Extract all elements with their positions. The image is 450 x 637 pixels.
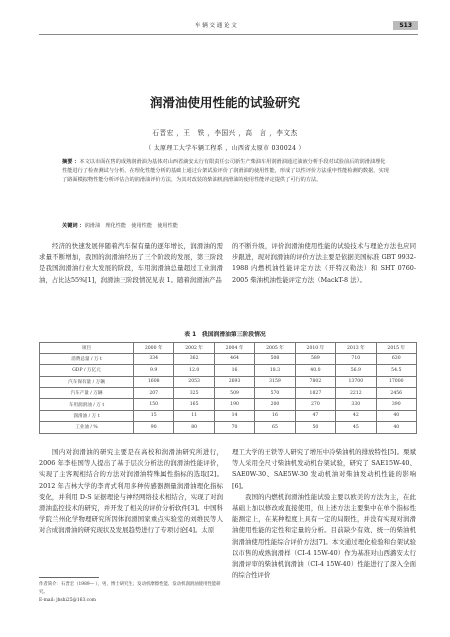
- table-cell: 50: [295, 422, 335, 433]
- table-cell: 70: [214, 422, 254, 433]
- table-cell: 54.5: [376, 365, 416, 376]
- table-cell: 1608: [134, 376, 174, 387]
- running-head: [39, 20, 418, 35]
- journal-name: 车 辆 交 通 论 文: [195, 23, 237, 29]
- body-column-right-bottom: [232, 447, 416, 581]
- table-cell: 334: [134, 353, 174, 364]
- table-cell: 16: [255, 410, 295, 421]
- table-cell: 2053: [174, 376, 214, 387]
- table-cell: 390: [376, 399, 416, 410]
- table-cell: 330: [336, 399, 376, 410]
- footnote-text: 作者简介：石晋宏（1989— ），男，博士研究生；发动机摩擦性能、发动机润滑油使用性能研究。: [39, 582, 221, 595]
- lubricant-stage-table: [39, 342, 417, 434]
- paragraph: 我国的内燃机润滑油性能试验主要以欧美的方法为主，在此基础上加以修改或直接使用，但上述方法主要集中在单个指标性能测定上，在某种程度上具有一定的局限性，并没有实现对润滑油使用性能的定性和定量的分析。目前缺少有效、统一的柴油机润滑油使用性能综合评价方法[7]。本文通过理化检验和台架试验以市售的成熟润滑样（CI-4 15W-40）作为基准对山西潞安太行润滑评审的柴油机润滑油（CI-4 15W-40）性能进行了深入全面的综合性评价: [232, 492, 416, 580]
- table-header-cell: 2005 年: [255, 343, 295, 354]
- table-cell: 40: [376, 422, 416, 433]
- table-cell: 15: [134, 410, 174, 421]
- table-cell: 40: [376, 410, 416, 421]
- table-cell: 9.9: [134, 365, 174, 376]
- table-cell: 1827: [295, 387, 335, 398]
- abstract-label: 摘要 ：: [62, 159, 80, 165]
- table-row: [40, 387, 417, 398]
- table-cell: 16: [214, 365, 254, 376]
- abstract: [62, 158, 390, 186]
- table-row: [40, 353, 417, 364]
- table-cell: 汽车产量 / 万辆: [40, 387, 134, 398]
- table-cell: 42: [336, 410, 376, 421]
- table-header-cell: 2015 年: [376, 343, 416, 354]
- table-caption: 表 1 我国润滑油第三阶段情况: [184, 332, 266, 338]
- article-title: 润滑油使用性能的试验研究: [149, 95, 300, 110]
- table-header-cell: 2013 年: [336, 343, 376, 354]
- table-row: [40, 399, 417, 410]
- table-cell: 40.0: [295, 365, 335, 376]
- footnote-email: E-mail: jhshi25@163.com: [39, 598, 96, 603]
- table-cell: 570: [255, 387, 295, 398]
- table-cell: 润滑油 / 万 t: [40, 410, 134, 421]
- table-cell: 207: [134, 387, 174, 398]
- body-column-left-top: [39, 241, 223, 286]
- keywords-label: 关键词 ：: [62, 223, 85, 229]
- author-footnote: [39, 581, 225, 605]
- table-header-cell: 项目: [40, 343, 134, 354]
- page-number: [393, 20, 418, 32]
- table-cell: 7802: [295, 376, 335, 387]
- table-cell: 200: [255, 399, 295, 410]
- table-header-row: [40, 343, 417, 354]
- author-affiliation: （ 太原理工大学车辆工程系 ，山西省太原市 030024 ）: [145, 145, 305, 152]
- table-cell: 2212: [336, 387, 376, 398]
- table-cell: 45: [336, 422, 376, 433]
- table-cell: 630: [376, 353, 416, 364]
- table-row: [40, 376, 417, 387]
- table-cell: 80: [174, 422, 214, 433]
- keywords: [62, 222, 390, 231]
- footnote-divider: [39, 577, 99, 578]
- table-cell: 工业油 / %: [40, 422, 134, 433]
- table-cell: 17000: [376, 376, 416, 387]
- table-cell: 车用润滑油 / 万 t: [40, 399, 134, 410]
- paragraph: 经济的快速发展伴随着汽车保有量的逐年增长，润滑油的需求量不断增加，我国的润滑油经历了三个阶段的发展，第三阶段是我国润滑油行业大发展的阶段，车用润滑油总量超过工业润滑油，占比达55%[1]，润滑油三阶段情况见表 1。随着润滑油产品: [39, 242, 223, 284]
- table-cell: 13700: [336, 376, 376, 387]
- author-list: 石晋宏 ，王 铁 ，李国兴 ，高 言 ，李文杰: [152, 129, 298, 137]
- table-row: [40, 410, 417, 421]
- table-cell: 12.0: [174, 365, 214, 376]
- table-cell: 47: [295, 410, 335, 421]
- page-number-label: S13: [393, 21, 418, 30]
- keywords-text: 润滑油 理化性能 使用性能 使用性能: [84, 223, 178, 229]
- table-cell: 509: [214, 387, 254, 398]
- table-cell: 589: [295, 353, 335, 364]
- table-cell: 270: [295, 399, 335, 410]
- table-cell: 165: [174, 399, 214, 410]
- table-cell: 消费总量 / 万 t: [40, 353, 134, 364]
- table-cell: 464: [214, 353, 254, 364]
- paragraph: 国内对润滑油的研究主要是在高校和润滑油研究所进行，2006 年李桂国等人提出了基于层次分析法的润滑油性能评价，实现了主客观相结合的方法对润滑油特殊属性指标的选取[2]。2012 年吉林大学的李青式利用多种传感器测量润滑油理化指标变化，并利用 D-S 证据理论与神经网络技术相结合，实现了对润滑油监控技术的研究，并开发了相关的评价分析软件[3]。中国科学院兰州化学物理研究所因体润滑国家重点实验室的刘维民等人对合成润滑油的研究现状及发展趋势进行了专项讨论[4]。太原: [39, 448, 223, 535]
- table-header-cell: 2004 年: [214, 343, 254, 354]
- abstract-text: 本文以市面在售的成熟润滑油为基体对山西省滴安太行有限责任公司新生产柴油车用润滑油通过油液分析手段对试验前后的润滑油理化性能进行了检查测试与分析，在理化性能分析的基础上通过台架试验评价了润滑油的使用性能，形成了以性评价方法重申性能检测的数据，实现了路面模拟物性能分析评估合的润滑油评价方法，为其对改装的柴油机润滑油的使用性能评定提供了可行的方法。: [62, 159, 389, 184]
- table-cell: 3159: [255, 376, 295, 387]
- table-cell: 14: [214, 410, 254, 421]
- table-cell: 18.3: [255, 365, 295, 376]
- paragraph: 的不断升级，评价润滑油使用性能的试验技术与理论方法也应同步跟进，现对润滑油的评价方法主要是依据美国标准 GBT 9932-1988 内燃机油性能评定方法（开特汉勒法）和 SHT 0760-2005 柴油机油性能评定方法（MackT-8 法）。: [232, 242, 416, 284]
- table-cell: 325: [174, 387, 214, 398]
- table-header-cell: 2002 年: [174, 343, 214, 354]
- table-cell: 710: [336, 353, 376, 364]
- table-cell: 150: [134, 399, 174, 410]
- table-row: [40, 365, 417, 376]
- table-cell: GDP / 万亿元: [40, 365, 134, 376]
- body-column-left-bottom: [39, 447, 223, 537]
- table-cell: 汽车保有量 / 万辆: [40, 376, 134, 387]
- table-cell: 190: [214, 399, 254, 410]
- table-cell: 56.9: [336, 365, 376, 376]
- table-cell: 362: [174, 353, 214, 364]
- table-cell: 2693: [214, 376, 254, 387]
- paragraph: 理工大学的王铁等人研究了增压中冷柴油机的排放特性[5]。栗斌等人采用全尺寸柴油机发动机台架试验，研究了 SAE15W-40、SAE0W-30、SAE5W-30 发动机油对柴油发动机性能的影响[6]。: [232, 448, 416, 490]
- table-cell: 90: [134, 422, 174, 433]
- table-row: [40, 422, 417, 433]
- table-cell: 2456: [376, 387, 416, 398]
- table-header-cell: 2000 年: [134, 343, 174, 354]
- body-column-right-top: [232, 241, 416, 286]
- table-header-cell: 2010 年: [295, 343, 335, 354]
- table-cell: 65: [255, 422, 295, 433]
- table-cell: 11: [174, 410, 214, 421]
- table-cell: 508: [255, 353, 295, 364]
